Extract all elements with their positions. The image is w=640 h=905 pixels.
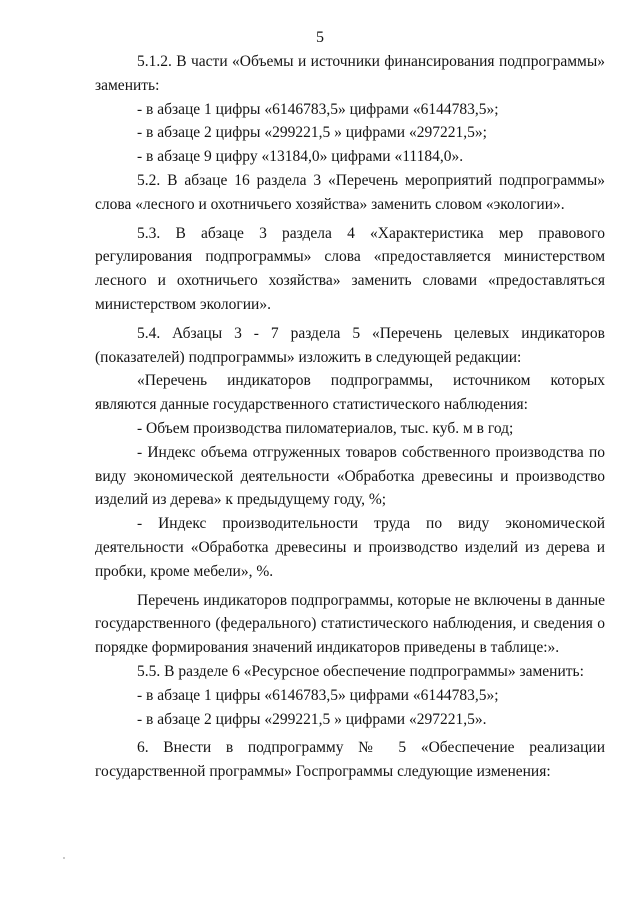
paragraph-5-2: 5.2. В абзаце 16 раздела 3 «Перечень мероприятий подпрограммы» слова «лесного и охотничьего хозяйства» заменить словом «экологии». <box>95 171 605 213</box>
paragraph-indicator-table-note: Перечень индикаторов подпрограммы, которые не включены в данные государственного (федерального) статистического наблюдения, и сведения о порядке формирования значений индикаторов приведены в таблице:». <box>95 591 605 657</box>
paragraph-5-1-2: 5.1.2. В части «Объемы и источники финансирования подпрограммы» заменить: <box>95 53 605 94</box>
paragraph-5-5: 5.5. В разделе 6 «Ресурсное обеспечение подпрограммы» заменить: <box>137 662 584 680</box>
scan-speck <box>63 857 65 859</box>
list-item-resource-abzac-1: - в абзаце 1 цифры «6146783,5» цифрами «6144783,5»; <box>137 686 499 704</box>
list-item-shipped-goods-index: - Индекс объема отгруженных товаров собственного производства по виду экономической деятельности «Обработка древесины и производство изделий из дерева» к предыдущему году, %; <box>95 443 605 509</box>
list-item-abzac-1: - в абзаце 1 цифры «6146783,5» цифрами «6144783,5»; <box>137 100 499 118</box>
list-item-resource-abzac-2: - в абзаце 2 цифры «299221,5 » цифрами «297221,5». <box>137 710 487 728</box>
paragraph-6: 6. Внести в подпрограмму № 5 «Обеспечение реализации государственной программы» Госпрограммы следующие изменения: <box>95 739 605 781</box>
paragraph-indicator-list-intro: «Перечень индикаторов подпрограммы, источником которых являются данные государственного статистического наблюдения: <box>95 372 605 414</box>
paragraph-5-4: 5.4. Абзацы 3 - 7 раздела 5 «Перечень целевых индикаторов (показателей) подпрограммы» изложить в следующей редакции: <box>95 324 605 366</box>
list-item-abzac-2: - в абзаце 2 цифры «299221,5 » цифрами «297221,5»; <box>137 124 487 142</box>
list-item-abzac-9: - в абзаце 9 цифру «13184,0» цифрами «11184,0». <box>137 148 464 166</box>
paragraph-5-3: 5.3. В абзаце 3 раздела 4 «Характеристика мер правового регулирования подпрограммы» слова «предоставляется министерством лесного и охотничьего хозяйства» заменить словами «предоставляться министерством экологии». <box>95 224 605 313</box>
page-number: 5 <box>316 29 324 46</box>
list-item-labor-productivity-index: - Индекс производительности труда по виду экономической деятельности «Обработка древесины и производство изделий из дерева и пробки, кроме мебели», %. <box>95 515 605 580</box>
list-item-lumber-volume: - Объем производства пиломатериалов, тыс. куб. м в год; <box>137 419 514 437</box>
document-body <box>95 50 605 784</box>
